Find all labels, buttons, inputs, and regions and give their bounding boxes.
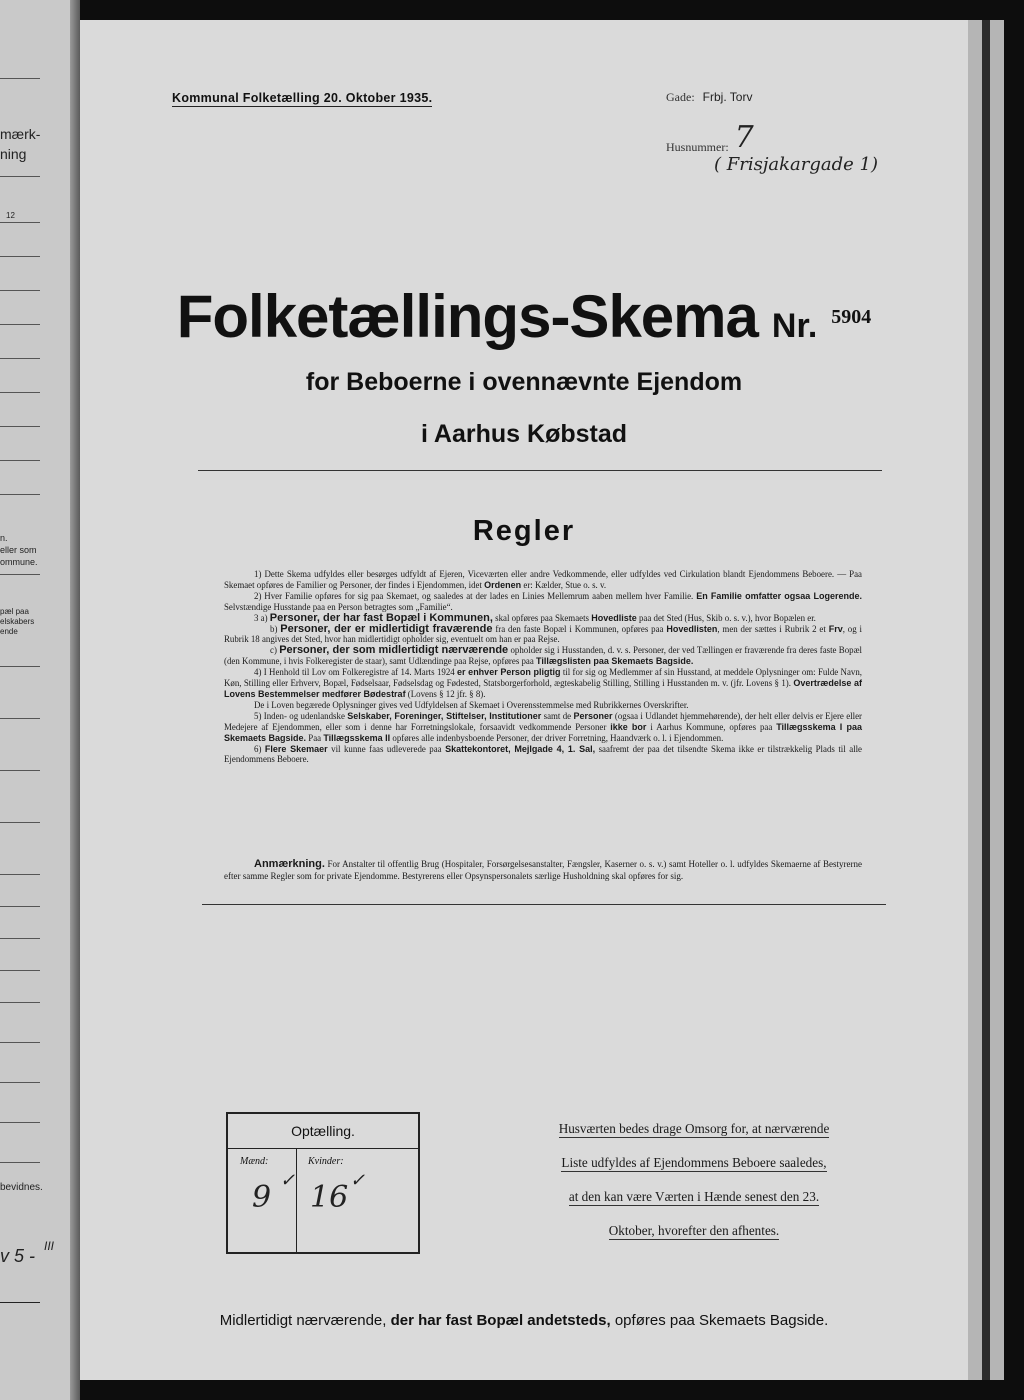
- form-subtitle-line2: i Aarhus Købstad: [420, 420, 628, 448]
- rule-2: 2) Hver Familie opføres for sig paa Skemaet, og saaledes at der lades en Linies Mellemrum aaben mellem hver Familie. En Familie omfatter ogsaa Logerende. Selvstændige Husstande paa en Person betragtes som „Familie“.: [224, 590, 862, 612]
- divider: [0, 78, 40, 79]
- edge-band: [982, 20, 990, 1380]
- left-handwriting: III: [44, 1239, 55, 1253]
- notice-line: Oktober, hvorefter den afhentes.: [608, 1223, 780, 1238]
- left-fragment-text: ommune.: [0, 557, 38, 567]
- divider: [0, 574, 40, 575]
- left-fragment-text: ning: [0, 146, 27, 162]
- left-fragment-text: ende: [0, 627, 18, 636]
- remark: [224, 859, 862, 882]
- left-fragment-text: mærk-: [0, 126, 41, 142]
- divider: [0, 874, 40, 875]
- divider: [0, 176, 40, 177]
- rule-4: 4) I Henhold til Lov om Folkeregistre af 14. Marts 1924 er enhver Person pligtig til for sig og Medlemmer af sin Husstand, at meddele Oplysninger om: Fulde Navn, Køn, Stilling eller Erhverv, Bopæl, Fødselsaar, Fødselsdag og Fødested, Statsborgerforhold, ægteskabelig Stilling, Stilling i Husstanden m. v. (jfr. Lovens § 1). Overtrædelse af Lovens Bestemmelser medfører Bødestraf (Lovens § 12 jfr. § 8).: [224, 667, 862, 699]
- divider: [0, 666, 40, 667]
- divider: [0, 222, 40, 223]
- left-fragment-text: n.: [0, 533, 8, 543]
- divider: [0, 494, 40, 495]
- left-handwriting: v 5 -: [0, 1246, 36, 1266]
- house-number-label: Husnummer:: [666, 140, 729, 154]
- divider: [0, 1162, 40, 1163]
- men-label: Mænd:: [240, 1156, 269, 1167]
- form-subtitle-line1: for Beboerne i ovennævnte Ejendom: [305, 368, 743, 396]
- rule-3a: 3 a) Personer, der har fast Bopæl i Kommunen, skal opføres paa Skemaets Hovedliste paa det Sted (Hus, Skib o. s. v.), hvor Bopælen er.: [254, 611, 816, 624]
- divider: [0, 256, 40, 257]
- notice-line: Husværten bedes drage Omsorg for, at nærværende: [558, 1121, 830, 1136]
- census-header: Kommunal Folketælling 20. Oktober 1935.: [172, 91, 433, 105]
- divider: [0, 1082, 40, 1083]
- form-number: 5904: [831, 306, 872, 328]
- count-box-heading: Optælling.: [228, 1114, 418, 1149]
- divider: [0, 358, 40, 359]
- rule-4-continued: De i Loven begærede Oplysninger gives ved Udfyldelsen af Skemaet i Overensstemmelse med Rubrikkernes Overskrifter.: [254, 699, 689, 710]
- book-edge: [968, 20, 1004, 1380]
- count-box: [226, 1112, 420, 1254]
- divider: [198, 470, 882, 471]
- divider: [0, 906, 40, 907]
- notice-line: at den kan være Værten i Hænde senest den 23.: [568, 1189, 820, 1204]
- divider: [0, 460, 40, 461]
- form-title-main: Folketællings-Skema: [176, 283, 758, 350]
- house-number-value: 7: [734, 120, 754, 155]
- left-fragment-text: 12: [6, 211, 15, 220]
- left-fragment-text: eller som: [0, 545, 37, 555]
- left-page-fragment: [0, 0, 80, 1400]
- street-value: Frbj. Torv: [702, 90, 753, 104]
- divider: [0, 324, 40, 325]
- binding-gutter: [70, 0, 80, 1400]
- check-icon: ✓: [350, 1170, 366, 1191]
- divider: [202, 904, 886, 905]
- check-icon: ✓: [280, 1170, 296, 1191]
- rule-1: 1) Dette Skema udfyldes eller besørges udfyldt af Ejeren, Viceværten eller andre Vedkommende, eller udfyldes ved Cirkulation blandt Ejendommens Beboere. — Paa Skemaet opføres de Familier og Personer, der findes i Ejendommen, idet Ordenen er: Kælder, Stue o. s. v.: [224, 569, 862, 590]
- rule-5: 5) Inden- og udenlandske Selskaber, Foreninger, Stiftelser, Institutioner samt de Personer (ogsaa i Udlandet hjemmehørende), der helt eller delvis er Ejere eller Medejere af Ejendommen, eller som i denne har Forretningslokale, forsaavidt vedkommende Personer ikke bor i Aarhus Kommune, opføres paa Tillægsskema I paa Skemaets Bagside. Paa Tillægsskema II opføres alle indenbysboende Personer, der driver Forretning, Haandværk o. l. i Ejendommen.: [224, 710, 863, 743]
- rules-heading: Regler: [472, 515, 576, 547]
- remark-label: Anmærkning.: [254, 858, 325, 870]
- men-count: 9: [252, 1180, 272, 1215]
- street-label: Gade:: [666, 90, 695, 104]
- women-label: Kvinder:: [308, 1156, 344, 1167]
- form-nr-label: Nr.: [771, 307, 818, 345]
- left-fragment-text: pæl paa: [0, 607, 29, 616]
- divider: [0, 1122, 40, 1123]
- rule-3b: b) Personer, der er midlertidigt fraværende fra den faste Bopæl i Kommunen, opføres paa Hovedlisten, men der sættes i Rubrik 2 et Frv, og i Rubrik 18 angives det Sted, hvor han midlertidigt opholder sig, eventuelt om han er paa Rejse.: [224, 622, 862, 645]
- remark-text: For Anstalter til offentlig Brug (Hospitaler, Forsørgelsesanstalter, Fængsler, Kaserner o. s. v.) samt Hoteller o. l. udfyldes Skemaerne af Bestyrerne efter samme Regler som for private Ejendomme. Bestyrerens eller Opsynspersonalets særlige Husholdning skal opføres for sig.: [224, 859, 862, 881]
- footer-instruction: Midlertidigt nærværende, der har fast Bopæl andetsteds, opføres paa Skemaets Bagside.: [219, 1312, 829, 1329]
- divider: [0, 938, 40, 939]
- notice-line: Liste udfyldes af Ejendommens Beboere saaledes,: [561, 1155, 827, 1170]
- rule-6: 6) Flere Skemaer vil kunne faas udleverede paa Skattekontoret, Mejlgade 4, 1. Sal, saafremt der paa det tilsendte Skema ikke er tilstrækkelig Plads til alle Ejendommens Beboere.: [224, 743, 862, 765]
- divider: [0, 426, 40, 427]
- census-form-page: [80, 20, 968, 1380]
- divider: [0, 822, 40, 823]
- women-count: 16: [310, 1180, 349, 1215]
- form-title: [80, 282, 968, 351]
- count-box-divider: [296, 1148, 297, 1252]
- divider: [0, 290, 40, 291]
- rule-3c: c) Personer, der som midlertidigt nærværende opholder sig i Husstanden, d. v. s. Personer, der ved Tællingen er fraværende fra deres faste Bopæl (den Kommune, i hvis Folkeregister de staar), samt Udlændinge paa Rejse, opføres paa Tillægslisten paa Skemaets Bagside.: [224, 644, 862, 667]
- house-number-note: ( Frisjakargade 1): [714, 154, 879, 175]
- divider: [0, 770, 40, 771]
- divider: [0, 392, 40, 393]
- landlord-notice: [526, 1112, 862, 1248]
- left-fragment-text: elskabers: [0, 617, 35, 626]
- divider: [0, 970, 40, 971]
- left-fragment-text: bevidnes.: [0, 1182, 43, 1193]
- street-field: [666, 88, 752, 106]
- rules-text: [224, 569, 862, 765]
- divider: [0, 718, 40, 719]
- divider: [0, 1042, 40, 1043]
- divider: [0, 1302, 40, 1303]
- divider: [0, 1002, 40, 1003]
